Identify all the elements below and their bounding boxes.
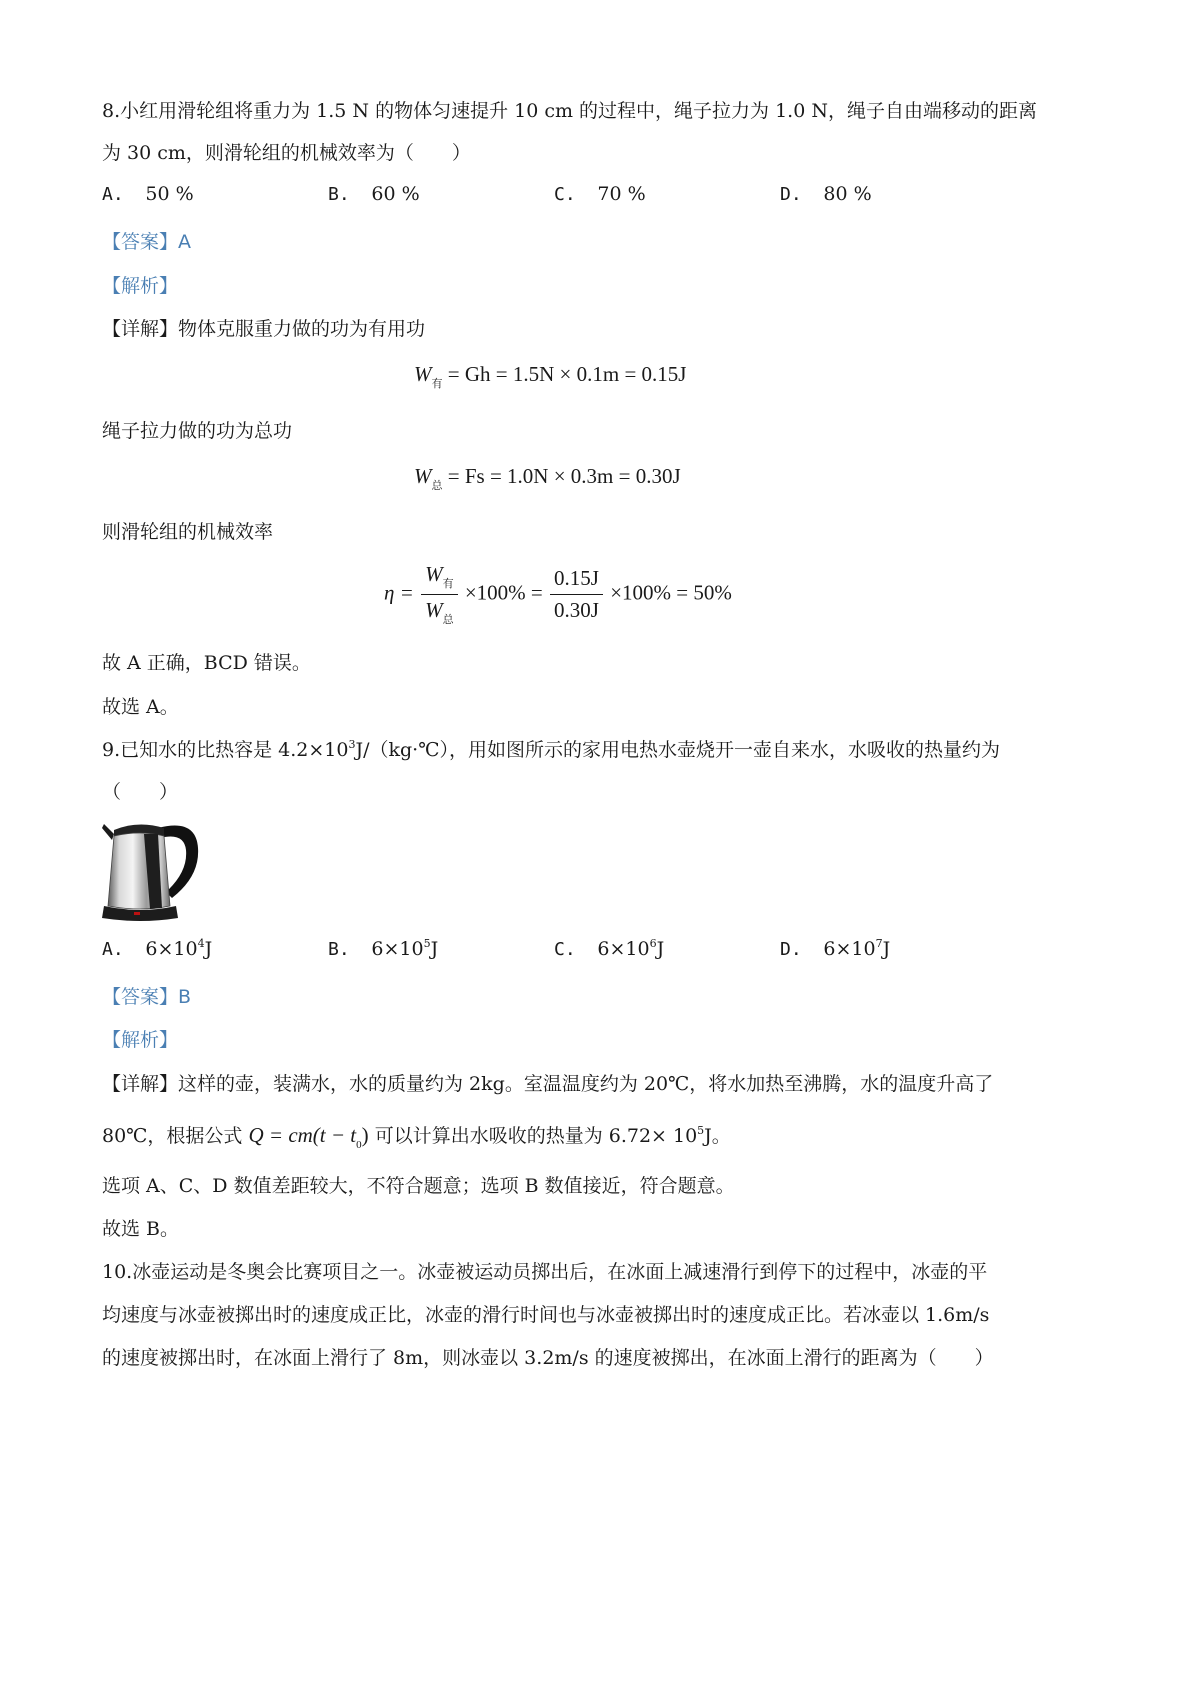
q8-option-a bbox=[102, 183, 194, 205]
q9-option-analysis: 选项 A、C、D 数值差距较大，不符合题意；选项 B 数值接近，符合题意。 bbox=[102, 1175, 735, 1197]
detail-text: 这样的壶，装满水，水的质量约为 2kg。室温温度约为 20℃，将水加热至沸腾，水的温度升高了 bbox=[178, 1073, 994, 1095]
fraction-values bbox=[550, 566, 603, 623]
q9-analysis-tag: 【解析】 bbox=[102, 1029, 179, 1051]
eq-symbol: W bbox=[414, 464, 432, 488]
eta-symbol: η = bbox=[384, 580, 414, 605]
fraction-denominator: 0.30J bbox=[554, 598, 599, 622]
eq-body: = Fs = 1.0N × 0.3m = 0.30J bbox=[442, 464, 681, 488]
detail-exponent: 5 bbox=[697, 1124, 705, 1137]
q9-option-b bbox=[328, 938, 438, 960]
kettle-icon bbox=[100, 814, 210, 924]
detail-text: J。 bbox=[704, 1125, 731, 1147]
q8-detail bbox=[102, 314, 425, 341]
option-value: 70 % bbox=[597, 183, 646, 205]
q8-option-d bbox=[780, 183, 872, 205]
q9-stem-line1 bbox=[102, 735, 1000, 762]
fraction-work-ratio bbox=[421, 562, 458, 627]
option-label: B. bbox=[328, 939, 350, 960]
option-base: 6×10 bbox=[371, 938, 424, 960]
q9-answer bbox=[102, 982, 191, 1009]
q10-stem-line1: 10.冰壶运动是冬奥会比赛项目之一。冰壶被运动员掷出后，在冰面上减速滑行到停下的过程中，冰壶的平 bbox=[102, 1261, 988, 1283]
option-label: A. bbox=[102, 184, 124, 205]
option-base: 6×10 bbox=[597, 938, 650, 960]
q9-detail-line1 bbox=[102, 1069, 993, 1096]
q8-text-efficiency: 则滑轮组的机械效率 bbox=[102, 521, 274, 543]
q8-stem-line1: 8.小红用滑轮组将重力为 1.5 N 的物体匀速提升 10 cm 的过程中，绳子拉力为 1.0 N，绳子自由端移动的距离 bbox=[102, 100, 1037, 122]
eq-result: ×100% = 50% bbox=[610, 580, 732, 605]
eq-body: = Gh = 1.5N × 0.1m = 0.15J bbox=[442, 362, 687, 386]
q8-option-b bbox=[328, 183, 420, 205]
q8-choice: 故选 A。 bbox=[102, 696, 179, 718]
option-base: 6×10 bbox=[145, 938, 198, 960]
option-unit: J bbox=[882, 938, 891, 960]
eq-symbol: W bbox=[425, 598, 443, 622]
option-unit: J bbox=[656, 938, 665, 960]
detail-text: 80℃，根据公式 bbox=[102, 1125, 243, 1147]
q9-stem-line2: （ ） bbox=[102, 781, 179, 803]
option-label: D. bbox=[780, 939, 802, 960]
detail-tag: 【详解】 bbox=[102, 1073, 179, 1095]
fraction-numerator: 0.15J bbox=[550, 566, 603, 595]
q9-option-d bbox=[780, 938, 890, 960]
option-label: C. bbox=[554, 939, 576, 960]
stem-text: 9.已知水的比热容是 4.2×10 bbox=[102, 739, 349, 761]
option-unit: J bbox=[430, 938, 439, 960]
q9-detail-line2 bbox=[102, 1121, 731, 1151]
option-label: C. bbox=[554, 184, 576, 205]
option-label: A. bbox=[102, 939, 124, 960]
q9-option-c bbox=[554, 938, 664, 960]
q8-option-c bbox=[554, 183, 646, 205]
heat-formula: Q = cm(t − t bbox=[248, 1123, 357, 1147]
option-exponent: 5 bbox=[423, 937, 431, 950]
option-label: B. bbox=[328, 184, 350, 205]
answer-value: A bbox=[178, 231, 192, 253]
option-value: 80 % bbox=[823, 183, 872, 205]
detail-text: 物体克服重力做的功为有用功 bbox=[178, 318, 426, 340]
eq-subscript: 有 bbox=[442, 578, 454, 590]
eq-subscript: 总 bbox=[442, 614, 454, 626]
q8-equation-efficiency bbox=[384, 562, 732, 627]
q9-choice: 故选 B。 bbox=[102, 1218, 180, 1240]
detail-tag: 【详解】 bbox=[102, 318, 179, 340]
q8-answer bbox=[102, 227, 191, 254]
answer-value: B bbox=[178, 986, 192, 1008]
detail-text: 可以计算出水吸收的热量为 6.72× 10 bbox=[374, 1125, 698, 1147]
option-base: 6×10 bbox=[823, 938, 876, 960]
q8-equation-total-work bbox=[414, 464, 681, 493]
q8-analysis-tag: 【解析】 bbox=[102, 275, 179, 297]
formula-subscript: 0 bbox=[356, 1139, 362, 1151]
eq-middle: ×100% = bbox=[464, 580, 543, 605]
option-value: 50 % bbox=[145, 183, 194, 205]
option-value: 60 % bbox=[371, 183, 420, 205]
formula-close: ) bbox=[361, 1123, 369, 1147]
q9-option-a bbox=[102, 938, 212, 960]
stem-exponent: 3 bbox=[348, 738, 356, 751]
stem-text: J/（kg·℃），用如图所示的家用电热水壶烧开一壶自来水，水吸收的热量约为 bbox=[355, 739, 1000, 761]
q8-conclusion: 故 A 正确，BCD 错误。 bbox=[102, 652, 311, 674]
q8-equation-useful-work bbox=[414, 362, 686, 391]
eq-symbol: W bbox=[414, 362, 432, 386]
eq-subscript: 总 bbox=[431, 480, 443, 492]
q8-text-total-work: 绳子拉力做的功为总功 bbox=[102, 420, 293, 442]
option-label: D. bbox=[780, 184, 802, 205]
q10-stem-line3: 的速度被掷出时，在冰面上滑行了 8m，则冰壶以 3.2m/s 的速度被掷出，在冰面上滑行的距离为（ ） bbox=[102, 1347, 994, 1369]
option-exponent: 6 bbox=[649, 937, 657, 950]
eq-symbol: W bbox=[425, 562, 443, 586]
option-unit: J bbox=[204, 938, 213, 960]
eq-subscript: 有 bbox=[431, 378, 443, 390]
electric-kettle-image bbox=[100, 814, 210, 924]
option-exponent: 4 bbox=[197, 937, 205, 950]
q8-stem-line2: 为 30 cm，则滑轮组的机械效率为（ ） bbox=[102, 142, 471, 164]
q10-stem-line2: 均速度与冰壶被掷出时的速度成正比，冰壶的滑行时间也与冰壶被掷出时的速度成正比。若冰壶以 1.6m/s bbox=[102, 1304, 990, 1326]
answer-tag: 【答案】 bbox=[102, 986, 179, 1008]
option-exponent: 7 bbox=[875, 937, 883, 950]
answer-tag: 【答案】 bbox=[102, 231, 179, 253]
